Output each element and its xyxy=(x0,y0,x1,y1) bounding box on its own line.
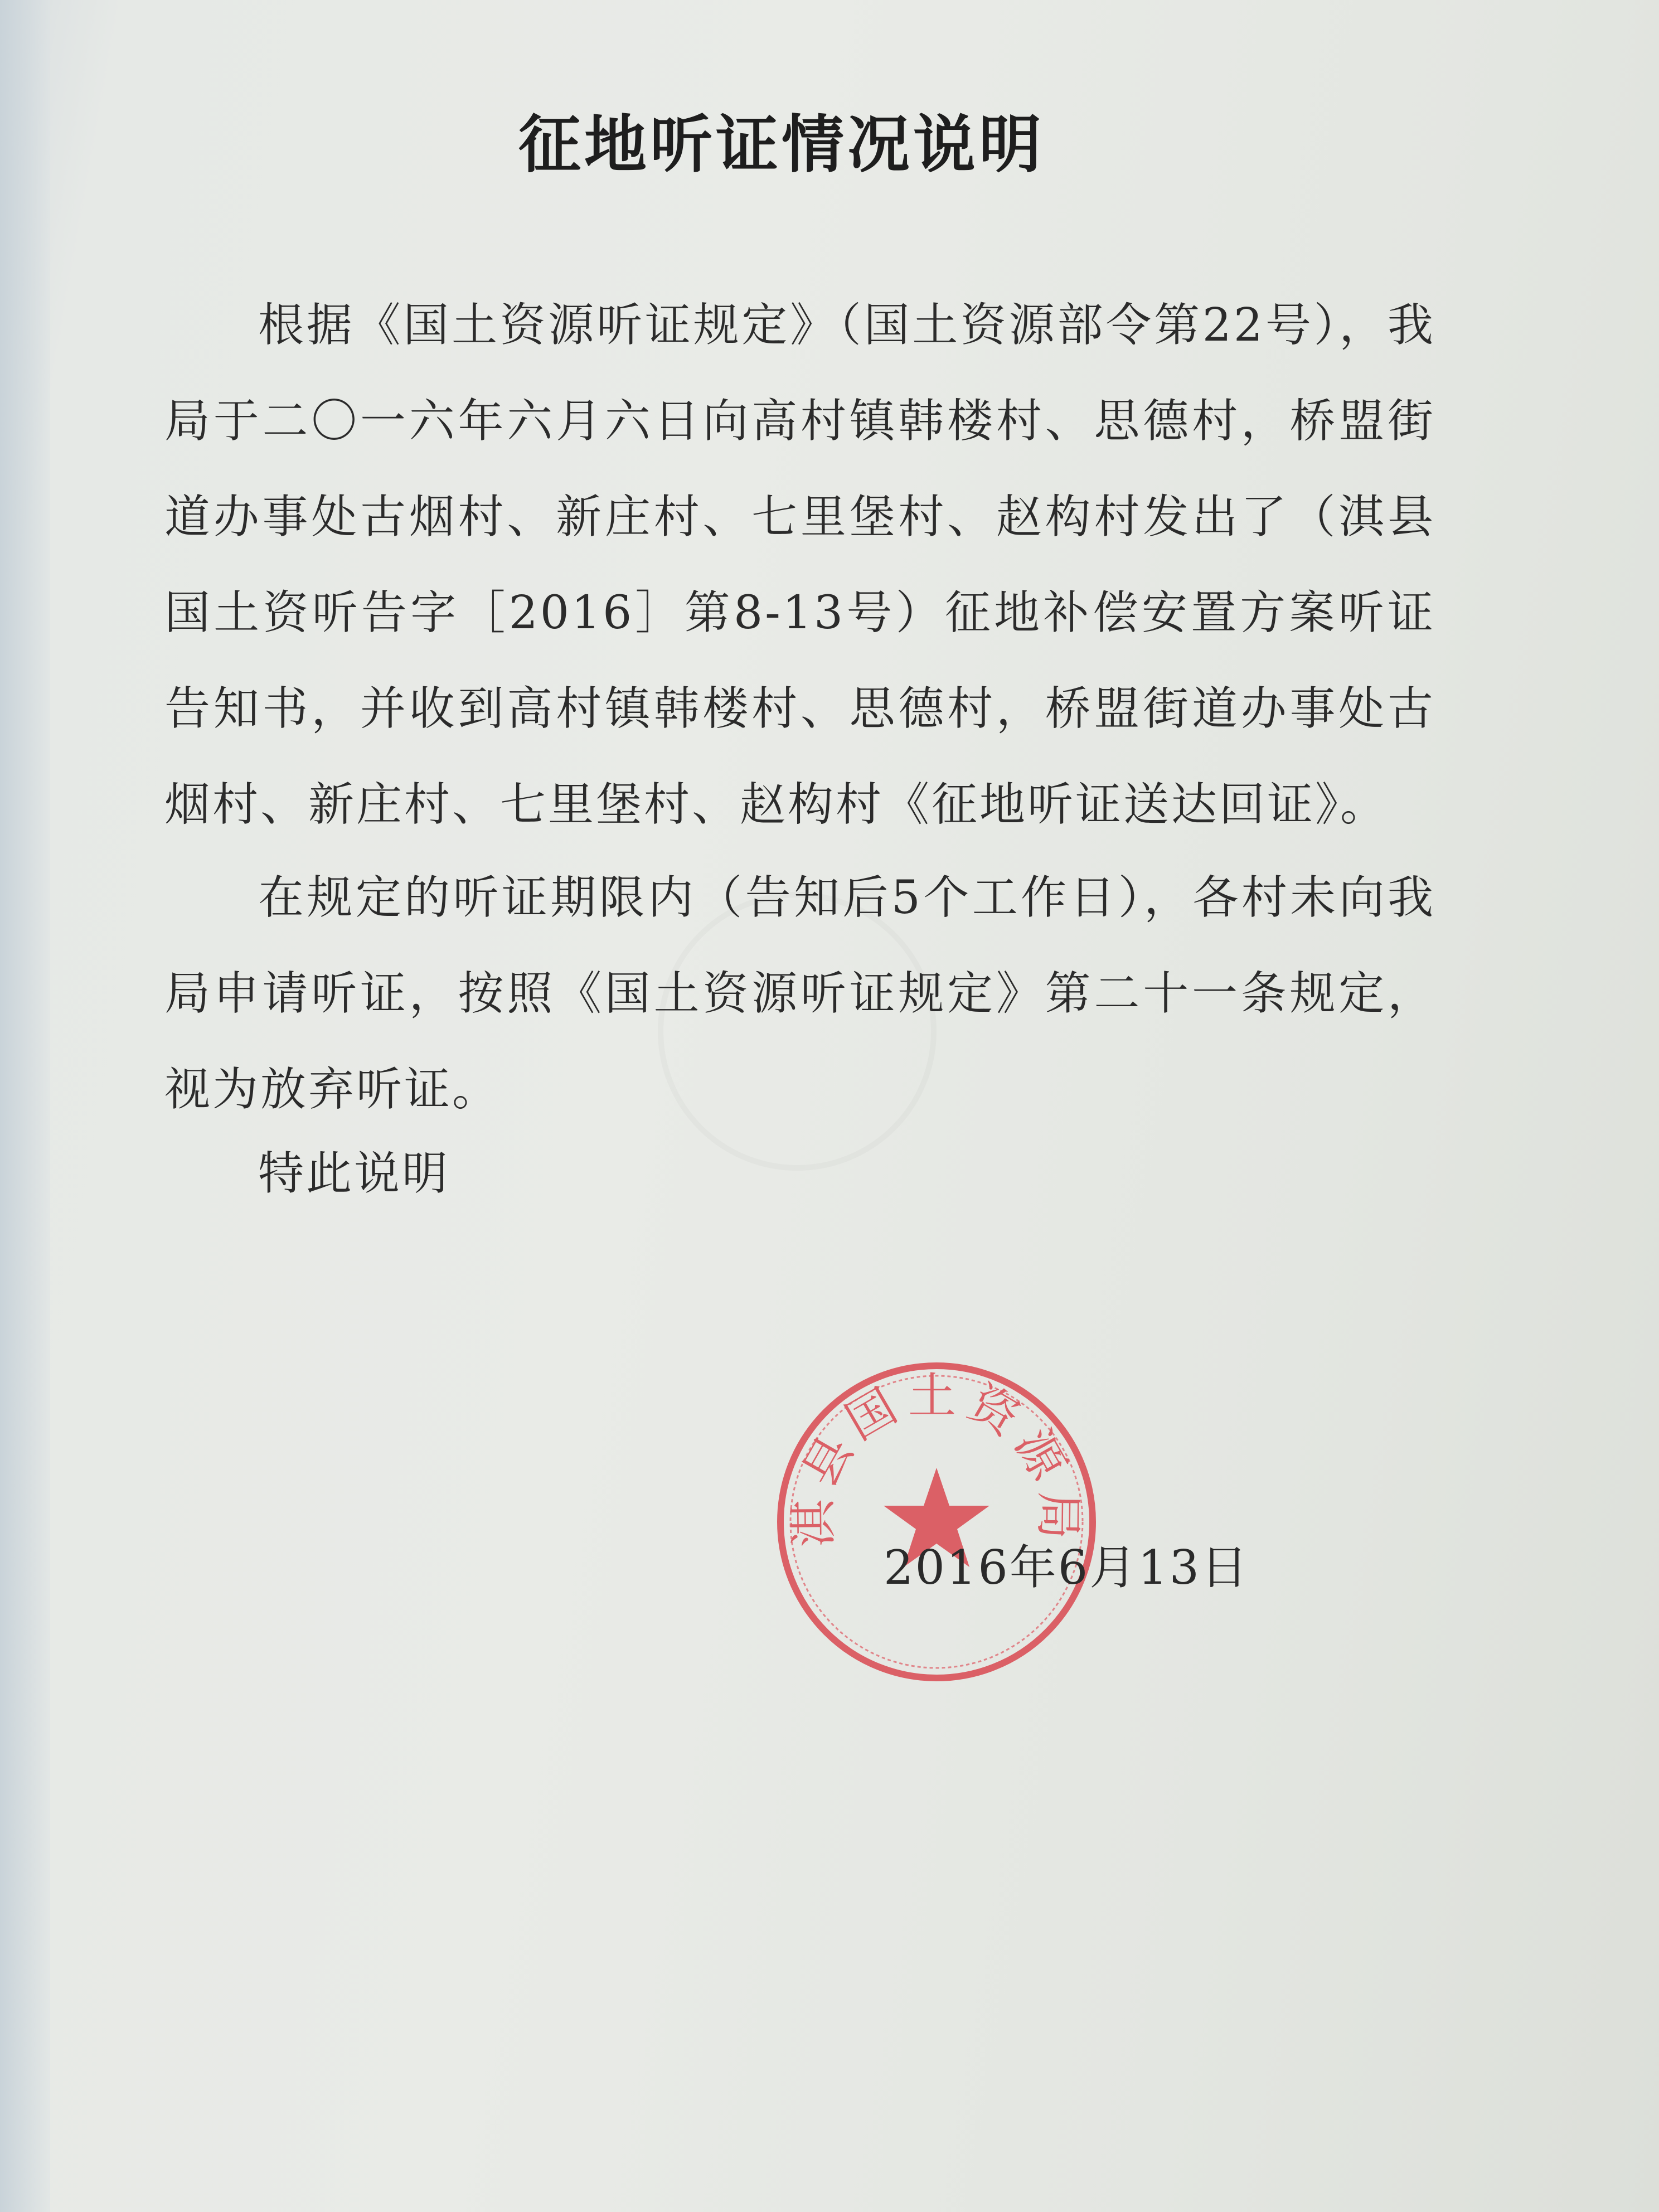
closing-remark: 特此说明 xyxy=(258,1147,450,1200)
document-title: 征地听证情况说明 xyxy=(518,109,1045,181)
document-date: 2016年6月13日 xyxy=(884,1540,1250,1595)
paragraph-conclusion: 在规定的听证期限内（告知后5个工作日），各村未向我局申请听证，按照《国土资源听证规定》第二十一条规定，视为放弃听证。 xyxy=(164,871,1435,1116)
seal-text: 淇县国土资源局 xyxy=(785,1368,1086,1548)
official-seal xyxy=(772,1357,1101,1686)
paragraph-notice: 根据《国土资源听证规定》（国土资源部令第22号），我局于二〇一六年六月六日向高村镇韩楼村、思德村，桥盟街道办事处古烟村、新庄村、七里堡村、赵构村发出了（淇县国土资听告字［2016］第8-13号）征地补偿安置方案听证告知书，并收到高村镇韩楼村、思德村，桥盟街道办事处古烟村、新庄村、七里堡村、赵构村《征地听证送达回证》。 xyxy=(164,299,1435,831)
